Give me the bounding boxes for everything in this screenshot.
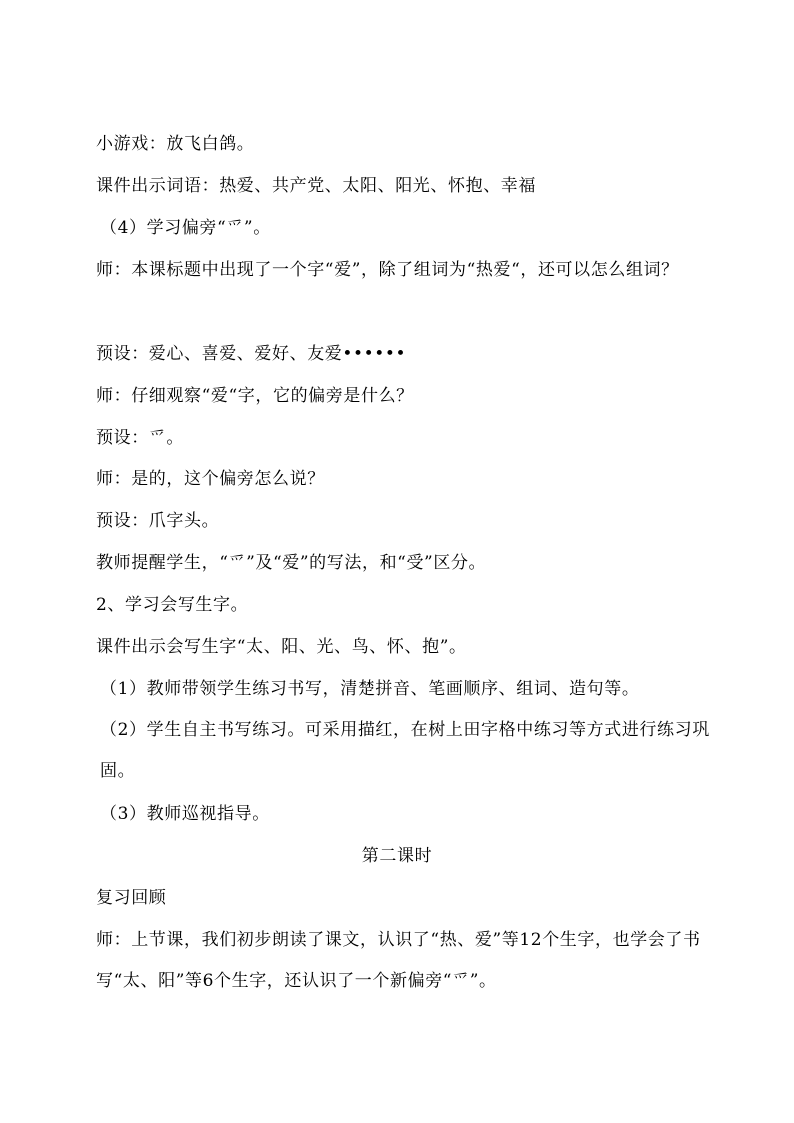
paragraph-section-2: 2、学习会写生字。 — [96, 595, 249, 615]
paragraph-courseware-words: 课件出示词语：热爱、共产党、太阳、阳光、怀抱、幸福 — [96, 176, 536, 196]
paragraph-game: 小游戏：放飞白鸽。 — [96, 134, 255, 154]
paragraph-step-3: （3）教师巡视指导。 — [100, 804, 270, 824]
paragraph-step-2: （2）学生自主书写练习。可采用描红，在树上田字格中练习等方式进行练习巩固。 — [100, 720, 710, 781]
paragraph-teacher-question: 师：本课标题中出现了一个字“爱”，除了组词为“热爱“，还可以怎么组词？ — [96, 260, 679, 280]
paragraph-teacher-confirm: 师：是的，这个偏旁怎么说？ — [96, 469, 325, 489]
paragraph-preset-name: 预设：爪字头。 — [96, 511, 220, 531]
paragraph-step-1: （1）教师带领学生练习书写，清楚拼音、笔画顺序、组词、造句等。 — [100, 679, 640, 699]
paragraph-radical-heading: （4）学习偏旁“爫”。 — [100, 218, 271, 238]
lesson-heading: 第二课时 — [361, 846, 433, 866]
paragraph-review: 复习回顾 — [96, 888, 167, 908]
paragraph-preset-words: 预设：爱心、喜爱、爱好、友爱•••••• — [96, 344, 407, 364]
paragraph-teacher-observe: 师：仔细观察“爱“字，它的偏旁是什么？ — [96, 386, 414, 406]
paragraph-courseware-chars: 课件出示会写生字“太、阳、光、鸟、怀、抱”。 — [96, 637, 467, 657]
paragraph-preset-radical: 预设：爫。 — [96, 428, 184, 448]
paragraph-teacher-reminder: 教师提醒学生，“爫”及“爱”的写法，和“受”区分。 — [96, 553, 487, 573]
paragraph-teacher-review: 师：上节课，我们初步朗读了课文，认识了“热、爱”等12个生字，也学会了书写“太、阳”等6个生字，还认识了一个新偏旁“爫”。 — [96, 930, 701, 991]
